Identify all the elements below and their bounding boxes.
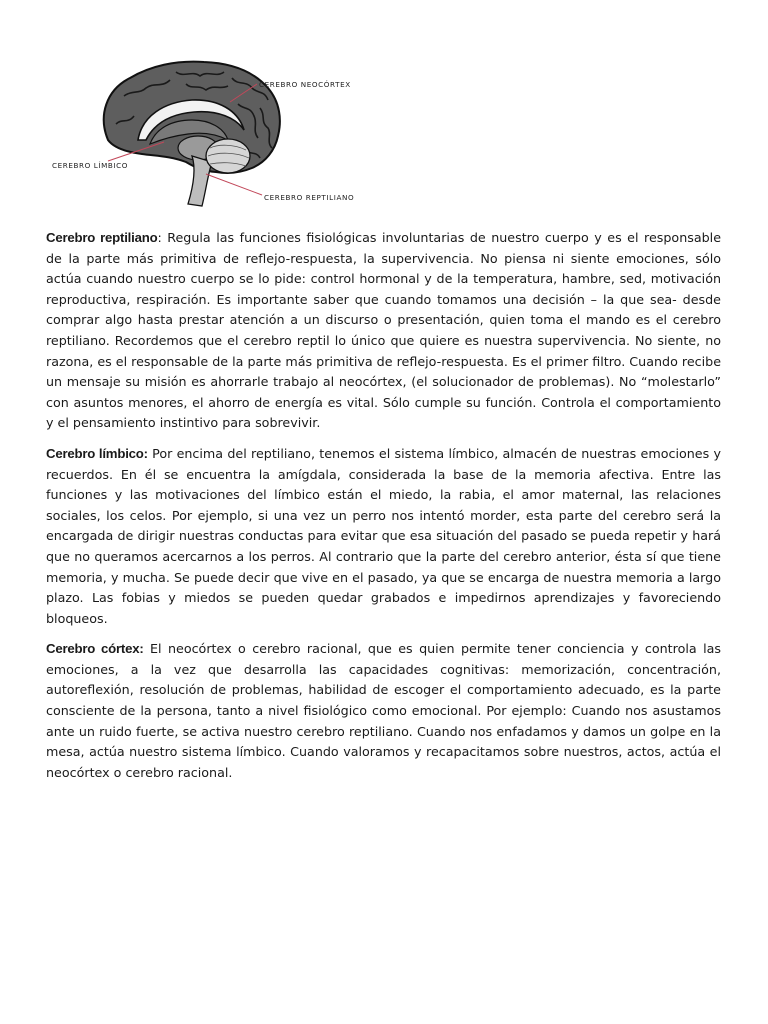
term-cerebro-limbico: Cerebro límbico: — [46, 445, 148, 461]
brain-illustration — [46, 44, 364, 214]
term-cerebro-reptiliano: Cerebro reptiliano — [46, 230, 158, 245]
brain-diagram — [46, 44, 364, 214]
paragraph-limbico — [46, 444, 721, 629]
document-body — [46, 228, 721, 793]
paragraph-cortex — [46, 639, 721, 783]
label-cerebro-limbico: CEREBRO LÍMBICO — [52, 161, 129, 170]
paragraph-body: El neocórtex o cerebro racional, que es quien permite tener conciencia y controla las emociones, a la vez que desarrolla las capacidades cognitivas: memorización, concentración, autoreflexión, resolución de problemas, habilidad de escoger el comportamiento adecuado, es la parte consciente de la persona, tanto a nivel fisiológico como emocional. Por ejemplo: Cuando nos asustamos ante un ruido fuerte, se activa nuestro cerebro reptiliano. Cuando nos enfadamos y damos un golpe en la mesa, actúa nuestro sistema límbico. Cuando valoramos y recapacitamos sobre nuestros, actos, actúa el neocórtex o cerebro racional. — [46, 641, 721, 780]
label-cerebro-reptiliano: CEREBRO REPTILIANO — [264, 193, 355, 202]
paragraph-reptiliano — [46, 228, 721, 434]
paragraph-body: Por encima del reptiliano, tenemos el sistema límbico, almacén de nuestras emociones y recuerdos. En él se encuentra la amígdala, considerada la base de la memoria afectiva. Entre las funciones y las motivaciones del límbico están el miedo, la rabia, el amor maternal, las relaciones sociales, los celos. Por ejemplo, si una vez un perro nos intentó morder, esta parte del cerebro será la encargada de dirigir nuestras conductas para evitar que esa situación del pasado se pueda repetir y hará que no queramos acercarnos a los perros. Al contrario que la parte del cerebro anterior, ésta sí que tiene memoria, y mucha. Se puede decir que vive en el pasado, ya que se encarga de nuestra memoria a largo plazo. Las fobias y miedos se pueden quedar grabados e impedirnos aprendizajes y favoreciendo bloqueos. — [46, 445, 721, 626]
paragraph-body: : Regula las funciones fisiológicas involuntarias de nuestro cuerpo y es el responsable de la parte más primitiva de reflejo-respuesta, la supervivencia. No piensa ni siente emociones, sólo actúa cuando nuestro cuerpo se lo pide: control hormonal y de la temperatura, hambre, sed, motivación reproductiva, respiración. Es importante saber que cuando tomamos una decisión – la que sea- desde comprar algo hasta prestar atención a un discurso o presentación, quien toma el mando es el cerebro reptiliano. Recordemos que el cerebro reptil lo único que quiere es nuestra supervivencia. No siente, no razona, es el responsable de la parte más primitiva de reflejo-respuesta. Es el primer filtro. Cuando recibe un mensaje su misión es ahorrarle trabajo al neocórtex, (el solucionador de problemas). No “molestarlo” con asuntos menores, el ahorro de energía es vital. Sólo cumple su función. Controla el comportamiento y el pensamiento instintivo para sobrevivir. — [46, 230, 722, 431]
term-cerebro-cortex: Cerebro córtex: — [46, 641, 144, 657]
label-cerebro-neocortex: CEREBRO NEOCÓRTEX — [259, 80, 351, 89]
